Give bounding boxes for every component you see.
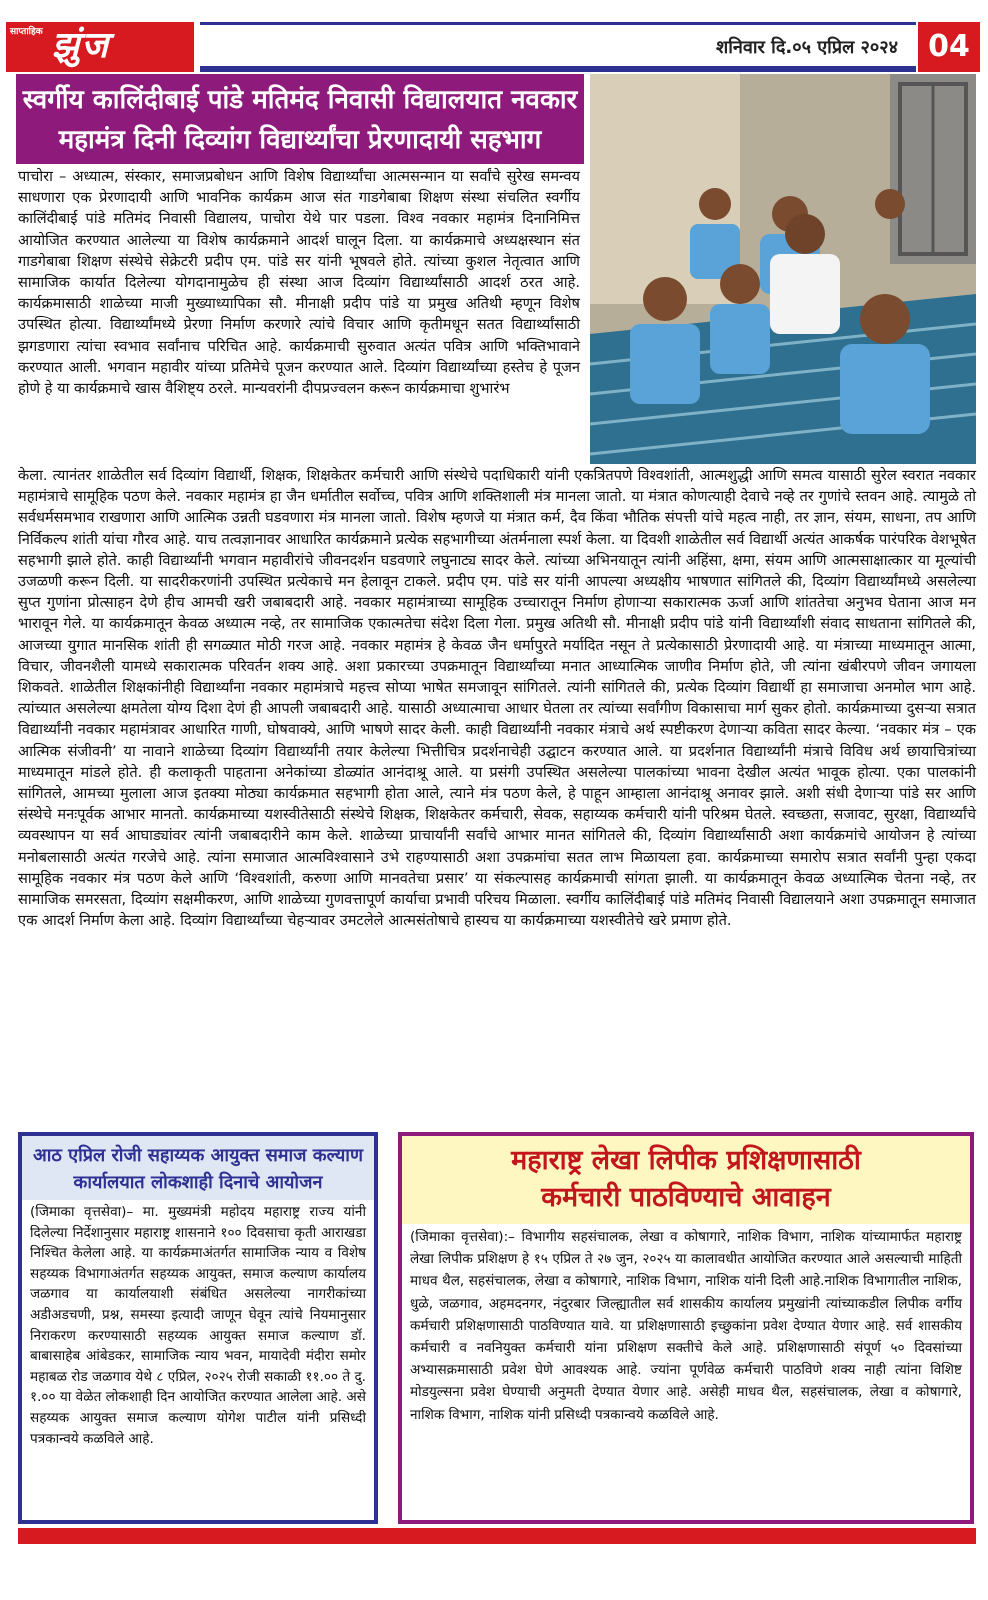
event-photo-illustration bbox=[590, 74, 976, 464]
lokshahi-din-headline-line2: कार्यालयात लोकशाही दिनाचे आयोजन bbox=[73, 1172, 323, 1193]
lokshahi-din-headline-line1: आठ एप्रिल रोजी सहाय्यक आयुक्त समाज कल्याण bbox=[33, 1145, 363, 1166]
lekha-lipik-headline bbox=[402, 1136, 970, 1224]
header-bar bbox=[200, 22, 916, 72]
lokshahi-din-headline bbox=[22, 1136, 374, 1200]
masthead-title: झुंज bbox=[52, 25, 110, 66]
lekha-lipik-news-box bbox=[398, 1132, 974, 1524]
lekha-lipik-headline-line1: महाराष्ट्र लेखा लिपीक प्रशिक्षणासाठी bbox=[511, 1145, 861, 1176]
masthead-small-text: साप्ताहिक bbox=[10, 27, 43, 37]
lekha-lipik-headline-line2: कर्मचारी पाठविण्याचे आवाहन bbox=[541, 1182, 831, 1213]
main-article-body: केला. त्यानंतर शाळेतील सर्व दिव्यांग विद्यार्थी, शिक्षक, शिक्षकेतर कर्मचारी आणि संस्थेचे पदाधिकारी यांनी एकत्रितपणे विश्वशांती, आत्मशुद्धी आणि समत्व यासाठी सुरेल स्वरात नवकार महामंत्राचे सामूहिक पठण केले. नवकार महामंत्र हा जैन धर्मातील सर्वोच्च, पवित्र आणि शक्तिशाली मंत्र मानला जातो. या मंत्रात कोणत्याही देवाचे नव्हे तर गुणांचे स्तवन आहे. त्यामुळे तो सर्वधर्मसमभाव राखणारा आणि आत्मिक उन्नती घडवणारा मंत्र मानला जातो. विशेष म्हणजे या मंत्रात कर्म, दैव किंवा भौतिक संपत्ती यांचे महत्व नाही, तर ज्ञान, संयम, साधना, तप आणि निर्विकल्प शांती यांचा गौरव आहे. याच तत्वज्ञानावर आधारित कार्यक्रमाने प्रत्येक सहभागीच्या अंतर्मनाला स्पर्श केला. या दिवशी शाळेतील सर्व विद्यार्थी अत्यंत आकर्षक पारंपरिक वेशभूषेत सहभागी झाले होते. काही विद्यार्थ्यांनी भगवान महावीरांचे जीवनदर्शन घडवणारे लघुनाट्य सादर केले. त्यांच्या अभिनयातून त्यांनी अहिंसा, क्षमा, संयम आणि आत्मसाक्षात्कार या मूल्यांची उजळणी करून दिली. या सादरीकरणांनी उपस्थित प्रत्येकाचे मन हेलावून टाकले. प्रदीप एम. पांडे सर यांनी आपल्या अध्यक्षीय भाषणात सांगितले की, दिव्यांग विद्यार्थ्यांमध्ये असलेल्या सुप्त गुणांना प्रोत्साहन देणे हीच आमची खरी जबाबदारी आहे. नवकार महामंत्राच्या सामूहिक उच्चारातून निर्माण होणाऱ्या सकारात्मक ऊर्जा आणि शांततेचा अनुभव घेताना आज मन भारावून गेले. या कार्यक्रमातून केवळ अध्यात्म नव्हे, तर सामाजिक एकात्मतेचा संदेश दिला गेला. प्रमुख अतिथी सौ. मीनाक्षी प्रदीप पांडे यांनी विद्यार्थ्यांशी संवाद साधताना सांगितले की, आजच्या युगात मानसिक शांती ही सगळ्यात मोठी गरज आहे. नवकार महामंत्र हे केवळ जैन धर्मापुरते मर्यादित नसून ते प्रत्येकासाठी प्रेरणादायी आहे. या मंत्राच्या माध्यमातून आत्मा, विचार, जीवनशैली यामध्ये सकारात्मक परिवर्तन शक्य आहे. अशा प्रकारच्या उपक्रमातून विद्यार्थ्यांच्या मनात आध्यात्मिक जाणीव निर्माण होते, जी त्यांना खंबीरपणे जीवन जगायला शिकवते. शाळेतील शिक्षकांनीही विद्यार्थ्यांना नवकार महामंत्राचे महत्त्व सोप्या भाषेत समजावून सांगितले. त्यांनी सांगितले की, प्रत्येक दिव्यांग विद्यार्थी हा समाजाचा अनमोल भाग आहे. त्यांच्यात असलेल्या क्षमतेला योग्य दिशा देणं ही आपली जबाबदारी आहे. यासाठी अध्यात्माचा आधार घेतला तर त्यांच्या सर्वांगीण विकासाचा मार्ग सुकर होतो. कार्यक्रमाच्या दुसऱ्या सत्रात विद्यार्थ्यांनी नवकार महामंत्रावर आधारित गाणी, घोषवाक्ये, आणि भाषणे सादर केली. काही विद्यार्थ्यांनी नवकार मंत्राचे अर्थ स्पष्टीकरण देणाऱ्या कविता सादर केल्या. ‘नवकार मंत्र – एक आत्मिक संजीवनी’ या नावाने शाळेच्या दिव्यांग विद्यार्थ्यांनी तयार केलेल्या भित्तीचित्र प्रदर्शनाचेही उद्घाटन करण्यात आले. या प्रदर्शनात विद्यार्थ्यांनी मंत्राचे विविध अर्थ छायाचित्रांच्या माध्यमातून मांडले होते. ही कलाकृती पाहताना अनेकांच्या डोळ्यांत आनंदाश्रू आले. या प्रसंगी उपस्थित असलेल्या पालकांच्या भावना देखील अत्यंत भावूक होत्या. एका पालकांनी सांगितले, आमच्या मुलाला आज इतक्या मोठ्या कार्यक्रमात सहभागी होता आले, त्याने मंत्र पठण केले, हे पाहून आम्हाला आनंदाश्रू अनावर झाले. अशी संधी देणाऱ्या पांडे सर आणि संस्थेचे मनःपूर्वक आभार मानतो. कार्यक्रमाच्या यशस्वीतेसाठी संस्थेचे शिक्षक, शिक्षकेतर कर्मचारी, सेवक, सहाय्यक कर्मचारी यांनी परिश्रम घेतले. स्वच्छता, सजावट, सुरक्षा, विद्यार्थ्यांचे व्यवस्थापन या सर्व आघाड्यांवर त्यांनी जबाबदारीने काम केले. शाळेच्या प्राचार्यांनी सर्वांचे आभार मानत सांगितले की, दिव्यांग विद्यार्थ्यांसाठी अशा कार्यक्रमांचे आयोजन हे त्यांच्या मनोबलासाठी अत्यंत गरजेचे आहे. त्यांना समाजात आत्मविश्वासाने उभे राहण्यासाठी अशा उपक्रमांचा सतत लाभ मिळायला हवा. कार्यक्रमाच्या समारोप सत्रात सर्वांनी पुन्हा एकदा सामूहिक नवकार मंत्र पठण केले आणि ‘विश्वशांती, करुणा आणि मानवतेचा प्रसार’ या संकल्पासह कार्यक्रमाची सांगता झाली. या कार्यक्रमातून केवळ अध्यात्मिक चेतना नव्हे, तर सामाजिक समरसता, दिव्यांग सक्षमीकरण, आणि शाळेच्या गुणवत्तापूर्ण कार्याचा प्रभावी परिचय मिळाला. स्वर्गीय कालिंदीबाई पांडे मतिमंद निवासी विद्यालयाने अशा उपक्रमातून समाजात एक आदर्श निर्माण केला आहे. दिव्यांग विद्यार्थ्यांच्या चेहऱ्यावर उमटलेले आत्मसंतोषाचे हास्यच या कार्यक्रमाच्या यशस्वीतेचे खरे प्रमाण होते. bbox=[18, 467, 976, 930]
lokshahi-din-news-box bbox=[18, 1132, 378, 1524]
main-article-lead: पाचोरा – अध्यात्म, संस्कार, समाजप्रबोधन आणि विशेष विद्यार्थ्यांचा आत्मसन्मान या सर्वांचे सुरेख समन्वय साधणारा एक प्रेरणादायी आणि भावनिक कार्यक्रम आज संत गाडगेबाबा शिक्षण संस्था संचलित स्वर्गीय कालिंदीबाई पांडे मतिमंद निवासी विद्यालय, पाचोरा येथे पार पडला. विश्व नवकार महामंत्र दिनानिमित्त आयोजित करण्यात आलेल्या या विशेष कार्यक्रमाने आदर्श घालून दिला. या कार्यक्रमाचे अध्यक्षस्थान संत गाडगेबाबा शिक्षण संस्थेचे सेक्रेटरी प्रदीप एम. पांडे सर यांनी भूषवले होते. त्यांच्या कुशल नेतृत्वात आणि सामाजिक कार्यात दिलेल्या योगदानामुळेच ही संस्था आज दिव्यांग विद्यार्थ्यांसाठी आदर्श ठरत आहे. कार्यक्रमासाठी शाळेच्या माजी मुख्याध्यापिका सौ. मीनाक्षी प्रदीप पांडे या प्रमुख अतिथी म्हणून विशेष उपस्थित होत्या. विद्यार्थ्यांमध्ये प्रेरणा निर्माण करणारे त्यांचे विचार आणि कृतीमधून सतत विद्यार्थ्यांसाठी झगडणारा त्यांचा स्वभाव सर्वांनाच परिचित आहे. कार्यक्रमाची सुरुवात अत्यंत पवित्र आणि भक्तिभावाने करण्यात आली. भगवान महावीर यांच्या प्रतिमेचे पूजन करण्यात आले. दिव्यांग विद्यार्थ्यांच्या हस्तेच हे पूजन होणे हे या कार्यक्रमाचे खास वैशिष्ट्य ठरले. मान्यवरांनी दीपप्रज्वलन करून कार्यक्रमाचा शुभारंभ bbox=[18, 168, 580, 398]
main-headline-line1: स्वर्गीय कालिंदीबाई पांडे मतिमंद निवासी विद्यालयात नवकार bbox=[22, 85, 578, 115]
footer-bar bbox=[18, 1528, 976, 1544]
lokshahi-din-text: (जिमाका वृत्तसेवा)– मा. मुख्यमंत्री महोदय महाराष्ट्र राज्य यांनी दिलेल्या निर्देशानुसार महाराष्ट्र शासनाने १०० दिवसाचा कृती आराखडा निश्चित केलेला आहे. या कार्यक्रमाअंतर्गत सामाजिक न्याय व विशेष सहय्यक विभागाअंतर्गत सहय्यक आयुक्त, समाज कल्याण कार्यालय जळगाव या कार्यालयाशी संबंधित असलेल्या नागरीकांच्या अडीअडचणी, प्रश्न, समस्या इत्यादी जाणून घेवून त्यांचे नियमानुसार निराकरण करण्यासाठी सहय्यक आयुक्त समाज कल्याण डॉ. बाबासाहेब आंबेडकर, सामाजिक न्याय भवन, मायादेवी मंदीरा समोर महाबळ रोड जळगाव येथे ८ एप्रिल, २०२५ रोजी सकाळी ११.०० ते दु. १.०० या वेळेत लोकशाही दिन आयोजित करण्यात आलेला आहे. असे सहय्यक आयुक्त समाज कल्याण योगेश पाटील यांनी प्रसिध्दी पत्रकान्वये कळविले आहे. bbox=[30, 1204, 366, 1447]
event-photo bbox=[590, 74, 976, 464]
issue-date: शनिवार दि.०५ एप्रिल २०२४ bbox=[715, 37, 898, 58]
main-headline-line2: महामंत्र दिनी दिव्यांग विद्यार्थ्यांचा प्रेरणादायी सहभाग bbox=[58, 125, 542, 155]
lekha-lipik-text: (जिमाका वृत्तसेवा):– विभागीय सहसंचालक, लेखा व कोषागारे, नाशिक विभाग, नाशिक यांच्यामार्फत महाराष्ट्र लेखा लिपीक प्रशिक्षण हे १५ एप्रिल ते २७ जुन, २०२५ या कालावधीत आयोजित करण्यात आले असल्याची माहिती माधव थैल, सहसंचालक, लेखा व कोषागारे, नाशिक विभाग, नाशिक यांनी दिली आहे.नाशिक विभागातील नाशिक, धुळे, जळगाव, अहमदनगर, नंदुरबार जिल्ह्यातील सर्व शासकीय कार्यालय प्रमुखांनी त्यांच्याकडील लिपीक वर्गीय कर्मचारी प्रशिक्षणासाठी पाठविण्यात यावे. या प्रशिक्षणासाठी इच्छुकांना प्रवेश देण्यात येणार आहे. सर्व शासकीय कर्मचारी व नवनियुक्त कर्मचारी यांना प्रशिक्षण सक्तीचे केले आहे. प्रशिक्षणासाठी संपूर्ण ५० दिवसांच्या अभ्यासक्रमासाठी प्रवेश घेणे आवश्यक आहे. ज्यांना पूर्णवेळ कर्मचारी पाठविणे शक्य नाही त्यांना विशिष्ट मोडयुल्सना प्रवेश घेण्याची अनुमती देण्यात येणार आहे. असेही माधव थैल, सहसंचालक, लेखा व कोषागारे, नाशिक विभाग, नाशिक यांनी प्रसिध्दी पत्रकान्वये कळविले आहे. bbox=[410, 1229, 962, 1423]
main-headline bbox=[16, 74, 584, 164]
page-number: 04 bbox=[918, 22, 980, 72]
masthead-logo bbox=[6, 22, 194, 72]
